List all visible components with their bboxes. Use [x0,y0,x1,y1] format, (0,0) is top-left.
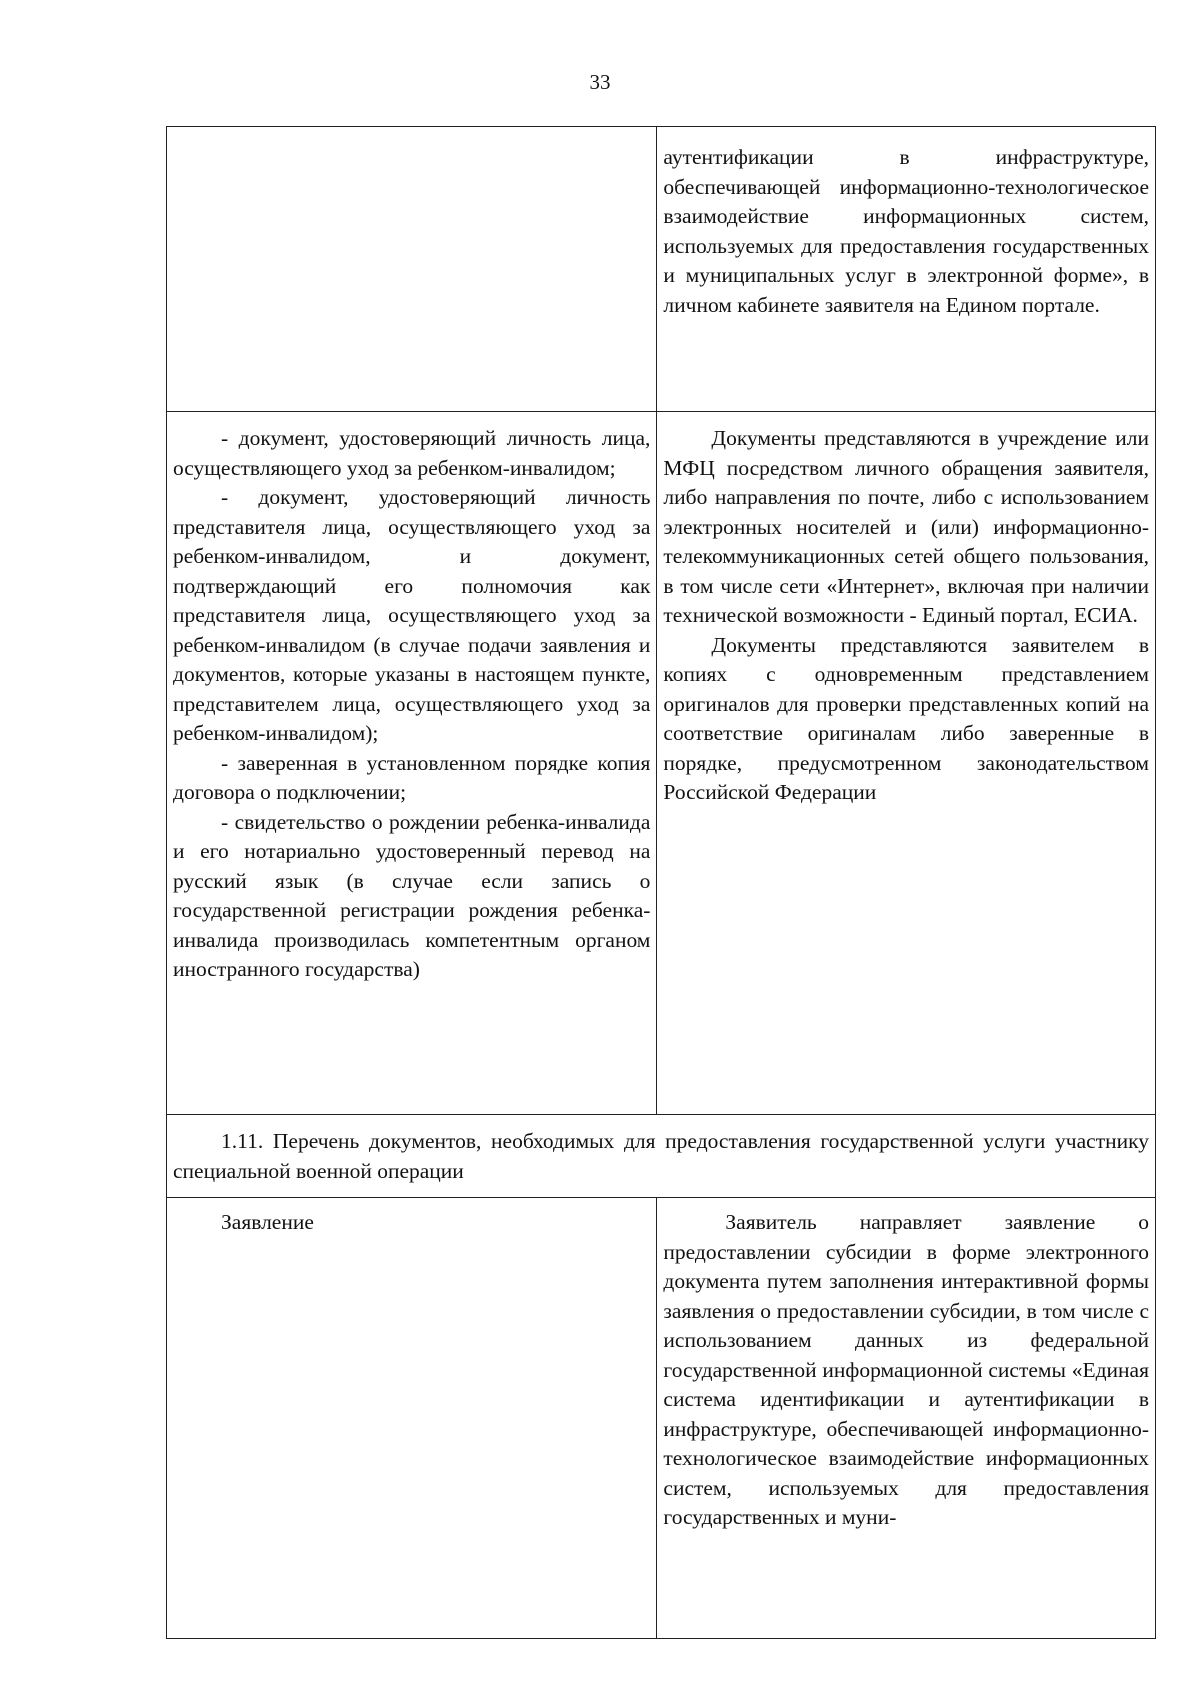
table-cell-submission-method [657,412,1156,1115]
paragraph: Заявитель направляет заявление о предоставлении субсидии в форме электронного документа путем заполнения интерактивной формы заявления о предоставлении субсидии, в том числе с использованием данных из федеральной государственной информационной системы «Единая система идентификации и аутентификации в инфраструктуре, обеспечивающей информационно-технологическое взаимодействие информационных систем, используемых для предоставления государственных и муни- [663,1210,1149,1529]
paragraph: Документы представляются в учреждение или МФЦ посредством личного обращения заявителя, либо направления по почте, либо с использованием электронных носителей и (или) информационно-телекоммуникационных сетей общего пользования, в том числе сети «Интернет», включая при наличии технической возможности - Единый портал, ЕСИА. [663,426,1149,627]
page-number: 33 [589,70,611,94]
table-cell-auth-continuation [657,127,1156,412]
list-item: - свидетельство о рождении ребенка-инвалида и его нотариально удостоверенный перевод на русский язык (в случае если запись о государственной регистрации рождения ребенка-инвалида производилась компетентным органом иностранного государства) [173,809,651,981]
document-name: Заявление [221,1210,314,1234]
list-item: - документ, удостоверяющий личность представителя лица, осуществляющего уход за ребенком-инвалидом, и документ, подтверждающий его полномочия как представителя лица, осуществляющего уход за ребенком-инвалидом (в случае подачи заявления и документов, которые указаны в настоящем пункте, представителем лица, осуществляющего уход за ребенком-инвалидом); [173,485,651,745]
paragraph: Документы представляются заявителем в копиях с одновременным представлением оригиналов для проверки представленных копий на соответствие оригиналам либо заверенные в порядке, предусмотренном законодательством Российской Федерации [663,632,1149,804]
table-row [167,1115,1156,1198]
table-row [167,1198,1156,1639]
list-item: - заверенная в установленном порядке копия договора о подключении; [173,750,651,804]
paragraph: аутентификации в инфраструктуре, обеспечивающей информационно-технологическое взаимодействие информационных систем, используемых для предоставления государственных и муниципальных услуг в электронной форме», в личном кабинете заявителя на Едином портале. [663,145,1149,317]
list-item: - документ, удостоверяющий личность лица, осуществляющего уход за ребенком-инвалидом; [173,426,651,480]
table-cell-document-name [167,1198,657,1639]
table-cell-application-method [657,1198,1156,1639]
table-row [167,412,1156,1115]
table-row [167,127,1156,412]
documents-table [166,126,1156,1639]
table-cell-document-list [167,412,657,1115]
table-cell-empty [167,127,657,412]
section-heading-cell [167,1115,1156,1198]
section-heading: 1.11. Перечень документов, необходимых для предоставления государственной услуги участнику специальной военной операции [173,1129,1149,1183]
